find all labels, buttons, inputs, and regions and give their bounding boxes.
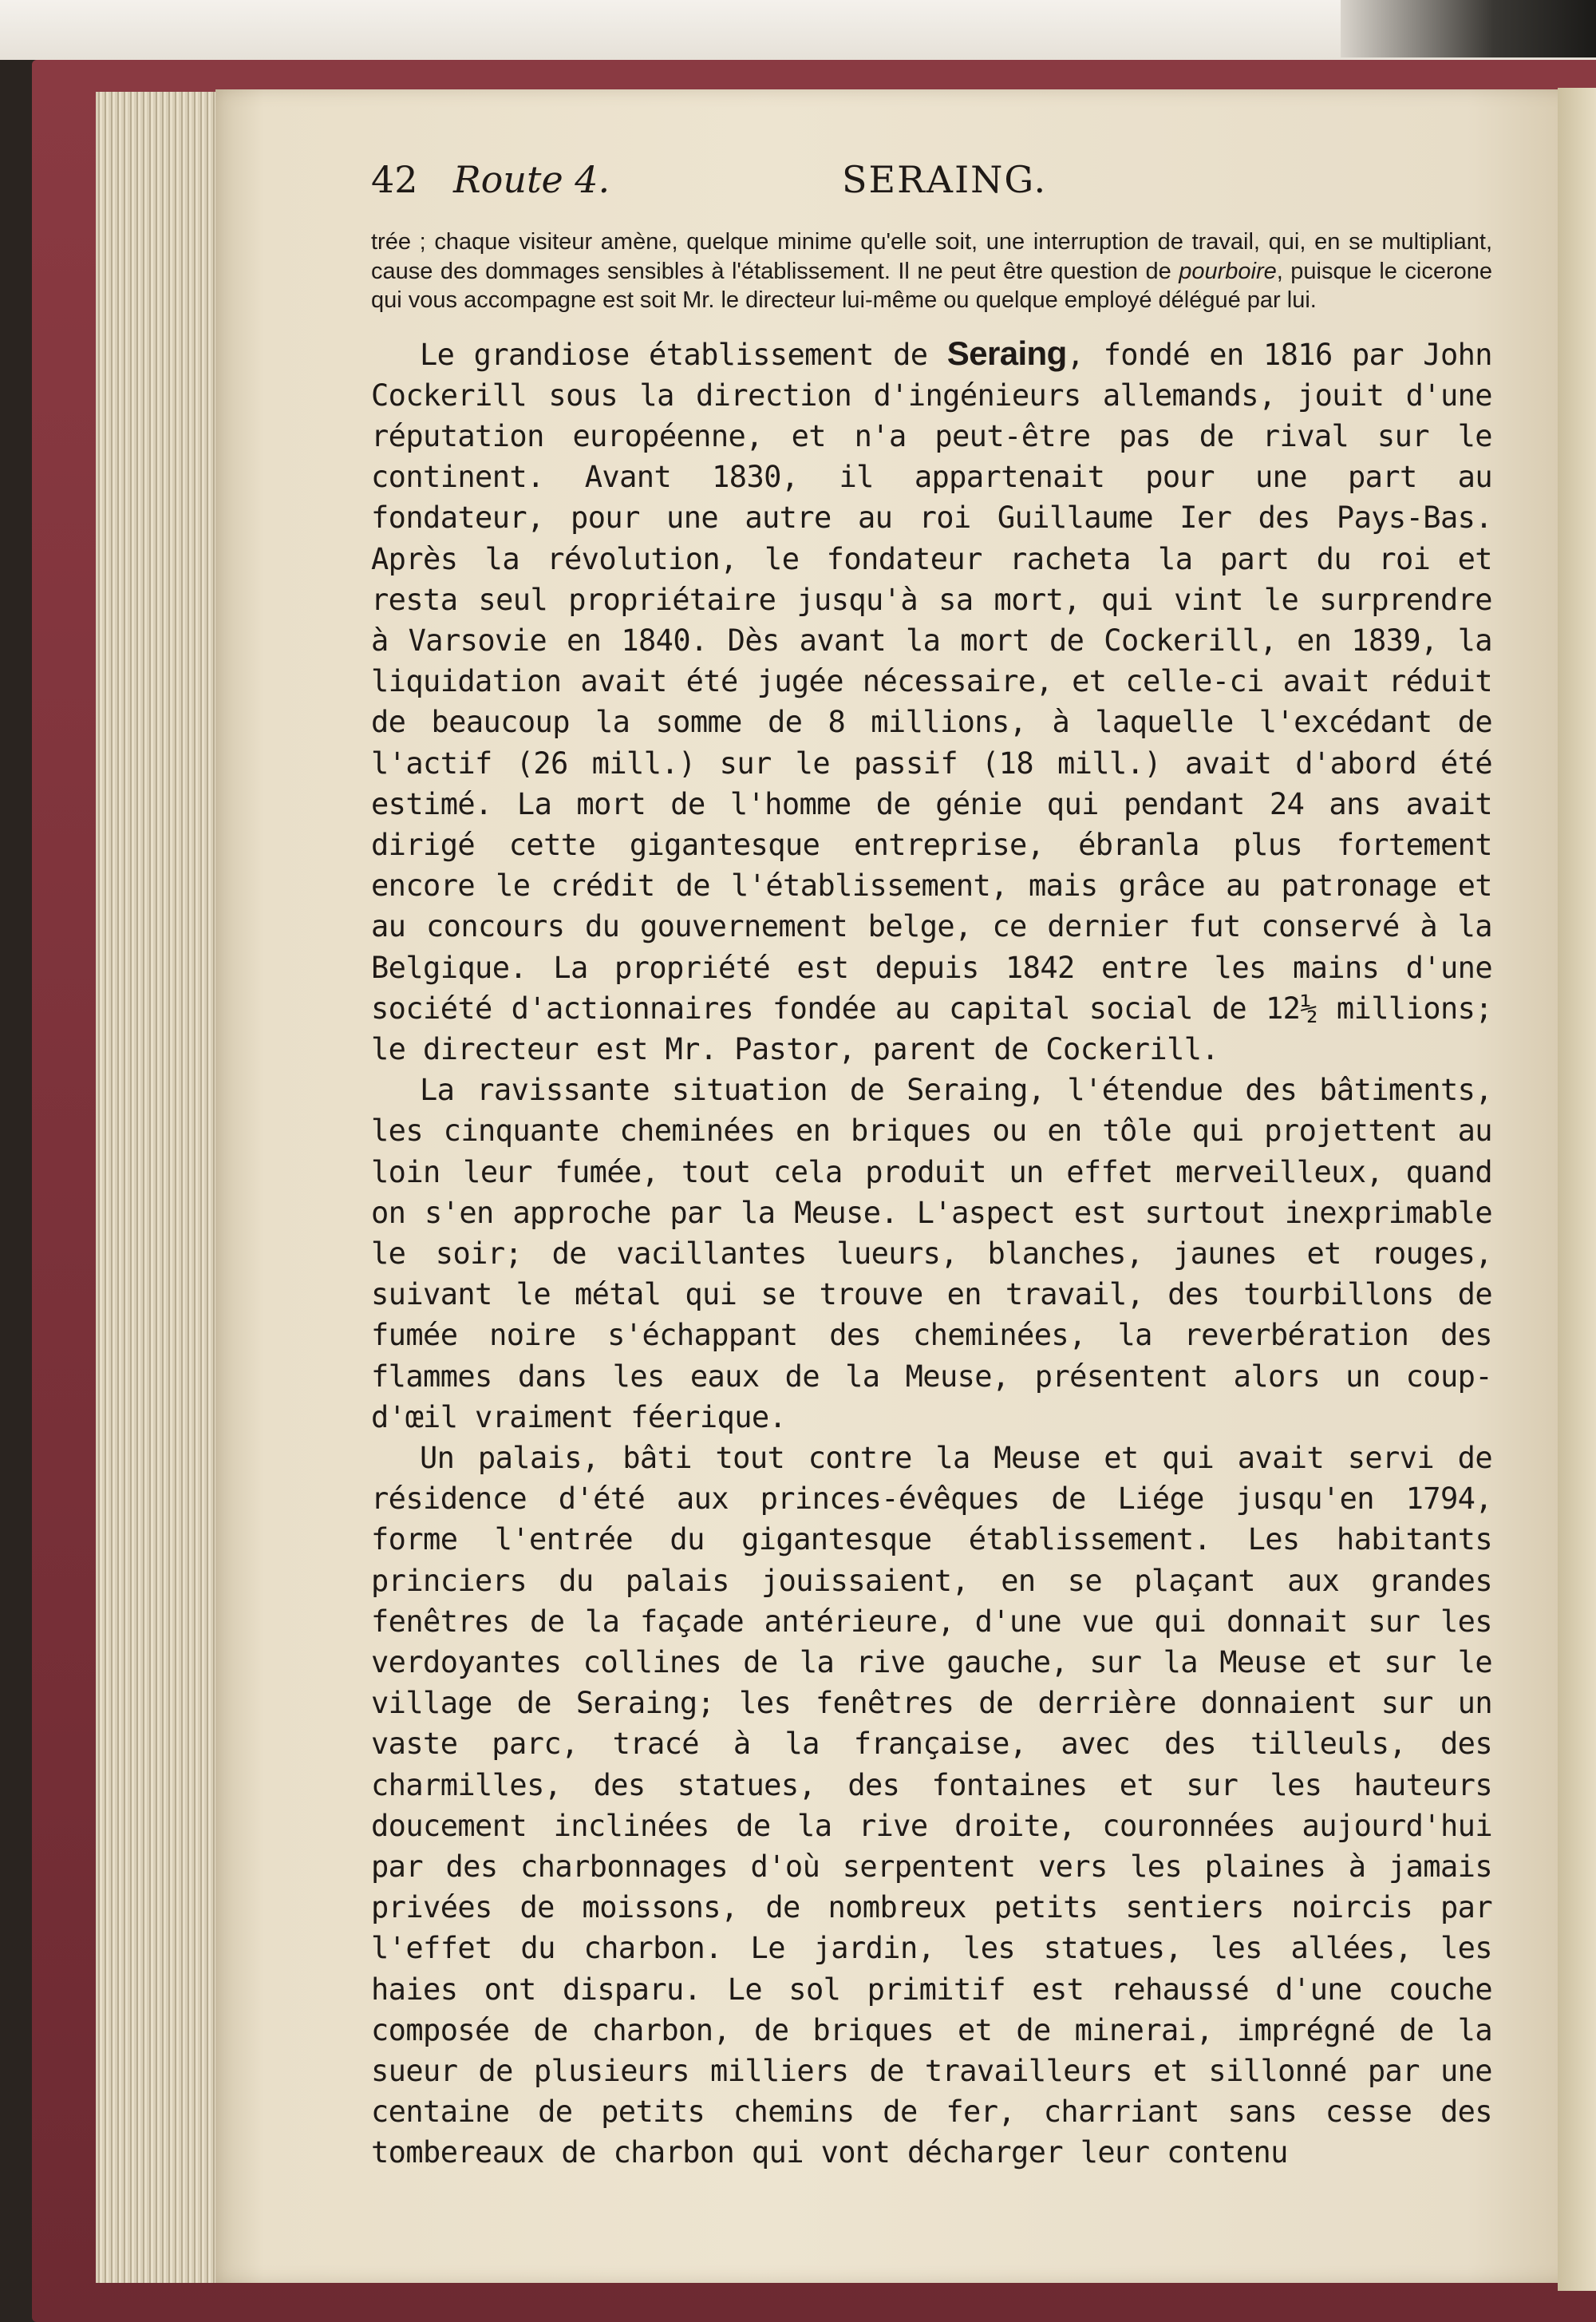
intro-text-after: , puisque le cicerone qui vous accompagne est soit Mr. le directeur lui-même ou quelque employé délégué par lui. xyxy=(371,258,1492,313)
paragraph-situation: La ravissante situation de Seraing, l'étendue des bâtiments, les cinquante cheminées en briques ou en tôle qui projettent au loin leur fumée, tout cela produit un effet merveilleux, quand on s'en approche par la Meuse. L'aspect est surtout inexprimable le soir; de vacillantes lueurs, blanches, jaunes et rouges, suivant le métal qui se trouve en travail, des tourbillons de fumée noire s'échappant des cheminées, la reverbération des flammes dans les eaux de la Meuse, présentent alors un coup-d'œil vraiment féerique. xyxy=(371,1073,1492,1434)
header-title: SERAING. xyxy=(842,158,1048,201)
main-text xyxy=(371,333,1492,2174)
intro-text-before: trée ; chaque visiteur amène, quelque minime qu'elle soit, une interruption de travail, qui, en se multipliant, cause des dommages sensibles à l'établissement. Il ne peut être question de xyxy=(371,229,1492,284)
next-page-edge xyxy=(1558,88,1596,2291)
paragraph-body: , fondé en 1816 par John Cockerill sous la direction d'ingénieurs allemands, jouit d'une réputation européenne, et n'a peut-être pas de rival sur le continent. Avant 1830, il appartenait pour une part au fondateur, pour une autre au roi Guillaume Ier des Pays-Bas. Après la révolution, le fondateur racheta la part du roi et resta seul propriétaire jusqu'à sa mort, qui vint le surprendre à Varsovie en 1840. Dès avant la mort de Cockerill, en 1839, la liquidation avait été jugée nécessaire, et celle-ci avait réduit de beaucoup la somme de 8 millions, à laquelle l'excédant de l'actif (26 mill.) sur le passif (18 mill.) avait d'abord été estimé. La mort de l'homme de génie qui pendant 24 ans avait dirigé cette gigantesque entreprise, ébranla plus fortement encore le crédit de l'établissement, mais grâce au patronage et au concours du gouvernement belge, ce dernier fut conservé à la Belgique. La propriété est depuis 1842 entre les mains d'une société d'actionnaires fondée au capital social de 12½ millions; le directeur est Mr. Pastor, parent de Cockerill. xyxy=(371,337,1492,1066)
paragraph-lead: Le grandiose établissement de xyxy=(420,337,947,372)
route-label: Route 4. xyxy=(453,158,610,201)
running-header xyxy=(371,156,1492,204)
page-number: 42 xyxy=(371,158,418,201)
page-edges xyxy=(96,92,225,2283)
paragraph-seraing xyxy=(371,333,1492,1070)
place-name-bold: Seraing xyxy=(946,334,1067,372)
scan-corner-shadow xyxy=(1341,0,1596,57)
paragraph-palace: Un palais, bâti tout contre la Meuse et qui avait servi de résidence d'été aux princes-évêques de Liége jusqu'en 1794, forme l'entrée du gigantesque établissement. Les habitants princiers du palais jouissaient, en se plaçant aux grandes fenêtres de la façade antérieure, d'une vue qui donnait sur les verdoyantes collines de la rive gauche, sur la Meuse et sur le village de Seraing; les fenêtres de derrière donnaient sur un vaste parc, tracé à la française, avec des tilleuls, des charmilles, des statues, des fontaines et sur les hauteurs doucement inclinées de la rive droite, couronnées aujourd'hui par des charbonnages d'où serpentent vers les plaines à jamais privées de moissons, de nombreux petits sentiers noircis par l'effet du charbon. Le jardin, les statues, les allées, les haies ont disparu. Le sol primitif est rehaussé d'une couche composée de charbon, de briques et de minerai, imprégné de la sueur de plusieurs milliers de travailleurs et sillonné par une centaine de petits chemins de fer, charriant sans cesse des tombereaux de charbon qui vont décharger leur contenu xyxy=(371,1440,1492,2170)
page-text-block xyxy=(371,156,1492,2174)
intro-italic-word: pourboire xyxy=(1179,258,1277,284)
intro-paragraph xyxy=(371,227,1492,315)
